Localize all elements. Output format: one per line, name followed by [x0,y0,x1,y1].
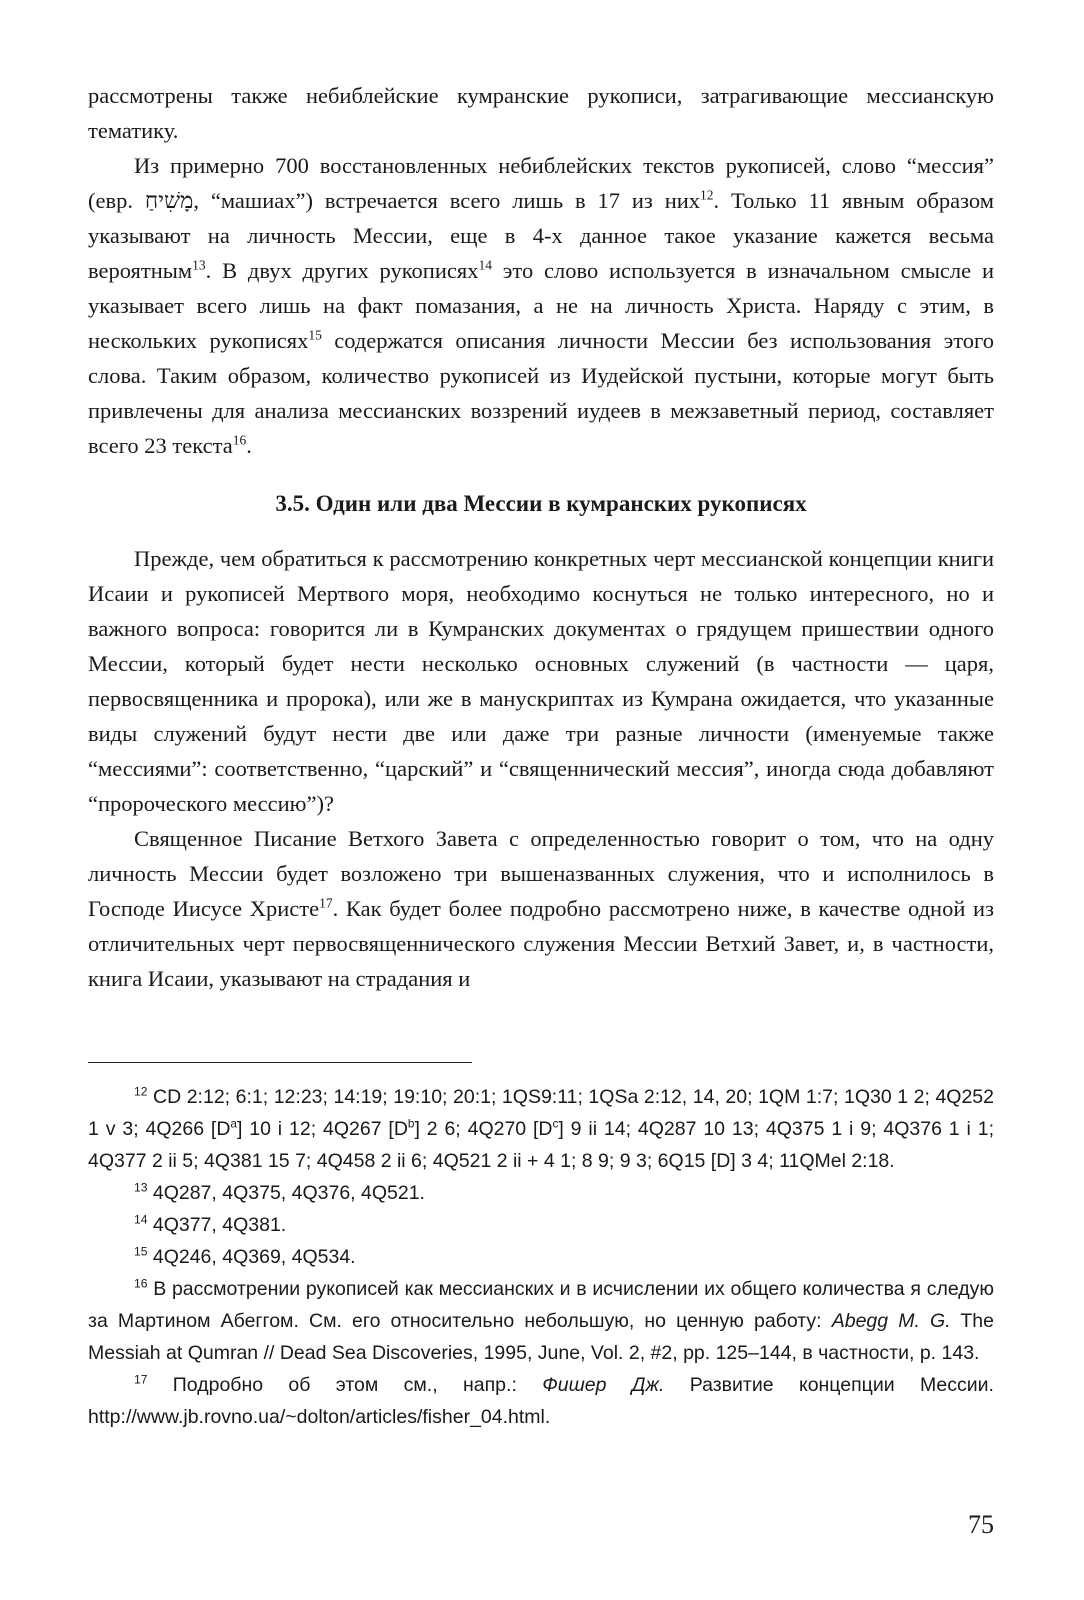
footnote-14: $^{14}$ 4Q377, 4Q381. [134,1212,287,1236]
footnote-ref-16[interactable]: 16 [232,432,247,448]
footnote-ref-12[interactable]: 12 [700,187,714,203]
source-link[interactable]: Развитие концепции Мессии. http://www.jb.rovno.ua/~dolton/articles/fisher_04.html. [88,1374,994,1428]
author-name: Фишер Дж. [542,1374,665,1396]
footnote-12: $^{12}$ CD 2:12; 6:1; 12:23; 14:19; 19:10; 20:1; 1QS9:11; 1QSa 2:12, 14, 20; 1QM 1:7; 1Q30 1 2; 4Q252 1 v 3; 4Q266 $[D^a]$ 10 i 12; 4Q267 $[D^b]$ 2 6; 4Q270 $[D^c]$ 9 ii 14; 4Q287 10 13; 4Q375 1 i 9; 4Q376 1 i 1; 4Q377 2 ii 5; 4Q381 15 7; 4Q458 2 ii 6; 4Q521 2 ii + 4 1; 8 9; 9 3; 6Q15 [D] 3 4; 11QMel 2:18. [88,1084,995,1172]
author-name: Abegg M. G. [831,1310,951,1332]
footnote-ref-14[interactable]: 14 [478,257,492,273]
section-heading: 3.5. Один или два Мессии в кумранских рукописях [275,491,807,516]
main-text [88,78,994,996]
footnotes [88,1081,994,1433]
page [88,78,994,1433]
page-number: 75 [968,1510,994,1539]
paragraph-2: Из примерно 700 восстановленных небиблейских текстов рукописей, слово “мессия” (евр. מָשִׁיחַ, “машиах”) встречается всего лишь в 17 из них$^{12}$. Только 11 явным образом указывают на личность Мессии, еще в 4-х данное такое указание кажется весьма вероятным$^{13}$. В двух других рукописях$^{14}$ это слово используется в изначальном смысле и указывает всего лишь на факт помазания, а не на личность Христа. Наряду с этим, в нескольких рукописях$^{15}$ содержатся описания личности Мессии без использования этого слова. Таким образом, количество рукописей из Иудейской пустыни, которые могут быть привлечены для анализа мессианских воззрений иудеев в межзаветный период, составляет всего 23 текста$^{16}$. [88,153,995,458]
paragraph-3: Прежде, чем обратиться к рассмотрению конкретных черт мессианской концепции книги Исаии и рукописей Мертвого моря, необходимо коснуться не только интересного, но и важного вопроса: говорится ли в Кумранских документах о грядущем пришествии одного Мессии, который будет нести несколько основных служений (в частности — царя, первосвященника и пророка), или же в манускриптах из Кумрана ожидается, что указанные виды служений будут нести две или даже три разные личности (именуемые также “мессиями”: соответственно, “царский” и “священнический мессия”, иногда сюда добавляют “пророческого мессию”)? [88,546,994,816]
footnote-16: $^{16}$ В рассмотрении рукописей как мессианских и в исчислении их общего количества я следую за Мартином Абеггом. См. его относительно небольшую, но ценную работу: Abegg M. G. The Messiah at Qumran // Dead Sea Discoveries, 1995, June, Vol. 2, #2, pp. 125–144, в частности, p. 143. [88,1276,994,1364]
paragraph-1: рассмотрены также небиблейские кумранские рукописи, затрагивающие мессианскую тематику. [88,83,994,143]
footnote-ref-13[interactable]: 13 [192,257,206,273]
footnote-13: $^{13}$ 4Q287, 4Q375, 4Q376, 4Q521. [134,1180,425,1204]
footnote-ref-15[interactable]: 15 [308,327,322,343]
footnote-divider [88,1062,472,1063]
footnote-15: $^{15}$ 4Q246, 4Q369, 4Q534. [134,1244,356,1268]
footnote-17: $^{17}$ Подробно об этом см., напр.: Фишер Дж. Развитие концепции Мессии. http://www.jb.rovno.ua/~dolton/articles/fisher_04.html. [88,1372,994,1428]
footnote-ref-17[interactable]: 17 [319,895,333,911]
paragraph-4: Священное Писание Ветхого Завета с определенностью говорит о том, что на одну личность Мессии будет возложено три вышеназванных служения, что и исполнилось в Господе Иисусе Христе$^{17}$. Как будет более подробно рассмотрено ниже, в качестве одной из отличительных черт первосвященнического служения Мессии Ветхий Завет, и, в частности, книга Исаии, указывают на страдания и [88,826,994,991]
